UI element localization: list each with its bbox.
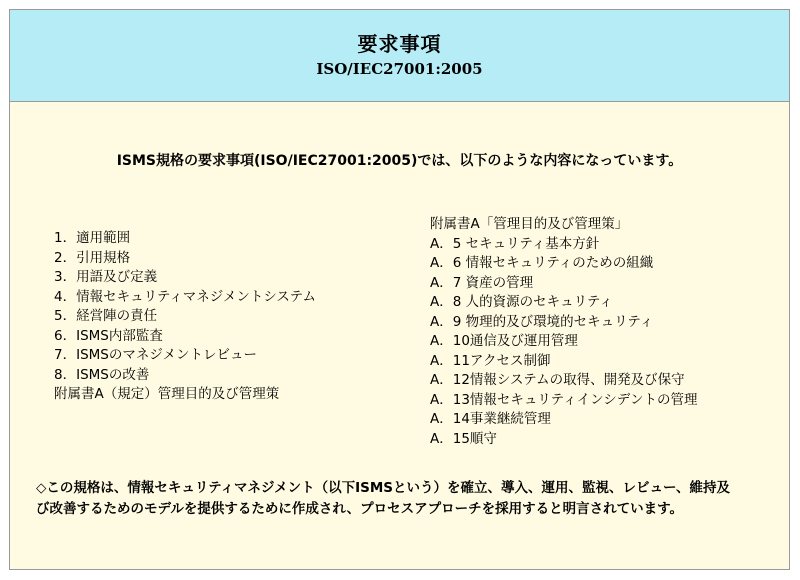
list-item: A．9 物理的及び環境的セキュリティ xyxy=(430,313,654,330)
list-item: 6．ISMS内部監査 xyxy=(54,327,163,344)
summary-note-line: ◇この規格は、情報セキュリティマネジメント（以下ISMSという）を確立、導入、運用、監視、レビュー、維持及 xyxy=(36,480,730,496)
list-item: 附属書A「管理目的及び管理策」 xyxy=(430,216,629,232)
content-frame xyxy=(9,9,790,570)
list-item: 5．経営陣の責任 xyxy=(54,308,158,324)
list-item: A．6 情報セキュリティのための組織 xyxy=(430,255,654,271)
list-item: A．11アクセス制御 xyxy=(430,352,551,369)
list-item: A．10通信及び運用管理 xyxy=(430,333,578,349)
list-item: A．14事業継続管理 xyxy=(430,411,551,427)
list-item: A．12情報システムの取得、開発及び保守 xyxy=(430,372,685,388)
intro-text: ISMS規格の要求事項(ISO/IEC27001:2005)では、以下のような内容になっています。 xyxy=(116,153,683,169)
list-item: 8．ISMSの改善 xyxy=(54,366,150,383)
list-item: 4．情報セキュリティマネジメントシステム xyxy=(54,288,316,305)
summary-note xyxy=(36,478,781,520)
list-item: A．5 セキュリティ基本方針 xyxy=(430,235,600,252)
header-banner xyxy=(10,10,789,102)
list-item: 2．引用規格 xyxy=(54,249,131,266)
list-item: 1．適用範囲 xyxy=(54,230,131,246)
summary-note-line: び改善するためのモデルを提供するために作成され、プロセスアプローチを採用すると明言されています。 xyxy=(36,501,684,517)
page-title: 要求事項 xyxy=(357,32,442,56)
list-item: 7．ISMSのマネジメントレビュー xyxy=(54,347,257,363)
list-item: 3．用語及び定義 xyxy=(54,269,158,285)
annex-a-list xyxy=(430,215,697,449)
list-item: A．15順守 xyxy=(430,430,497,447)
page-subtitle: ISO/IEC27001:2005 xyxy=(316,60,483,78)
list-item: A．8 人的資源のセキュリティ xyxy=(430,294,613,310)
list-item: A．13情報セキュリティインシデントの管理 xyxy=(430,391,698,408)
list-item: A．7 資産の管理 xyxy=(430,274,534,291)
list-item: 附属書A（規定）管理目的及び管理策 xyxy=(54,386,280,402)
requirements-list xyxy=(54,229,316,405)
